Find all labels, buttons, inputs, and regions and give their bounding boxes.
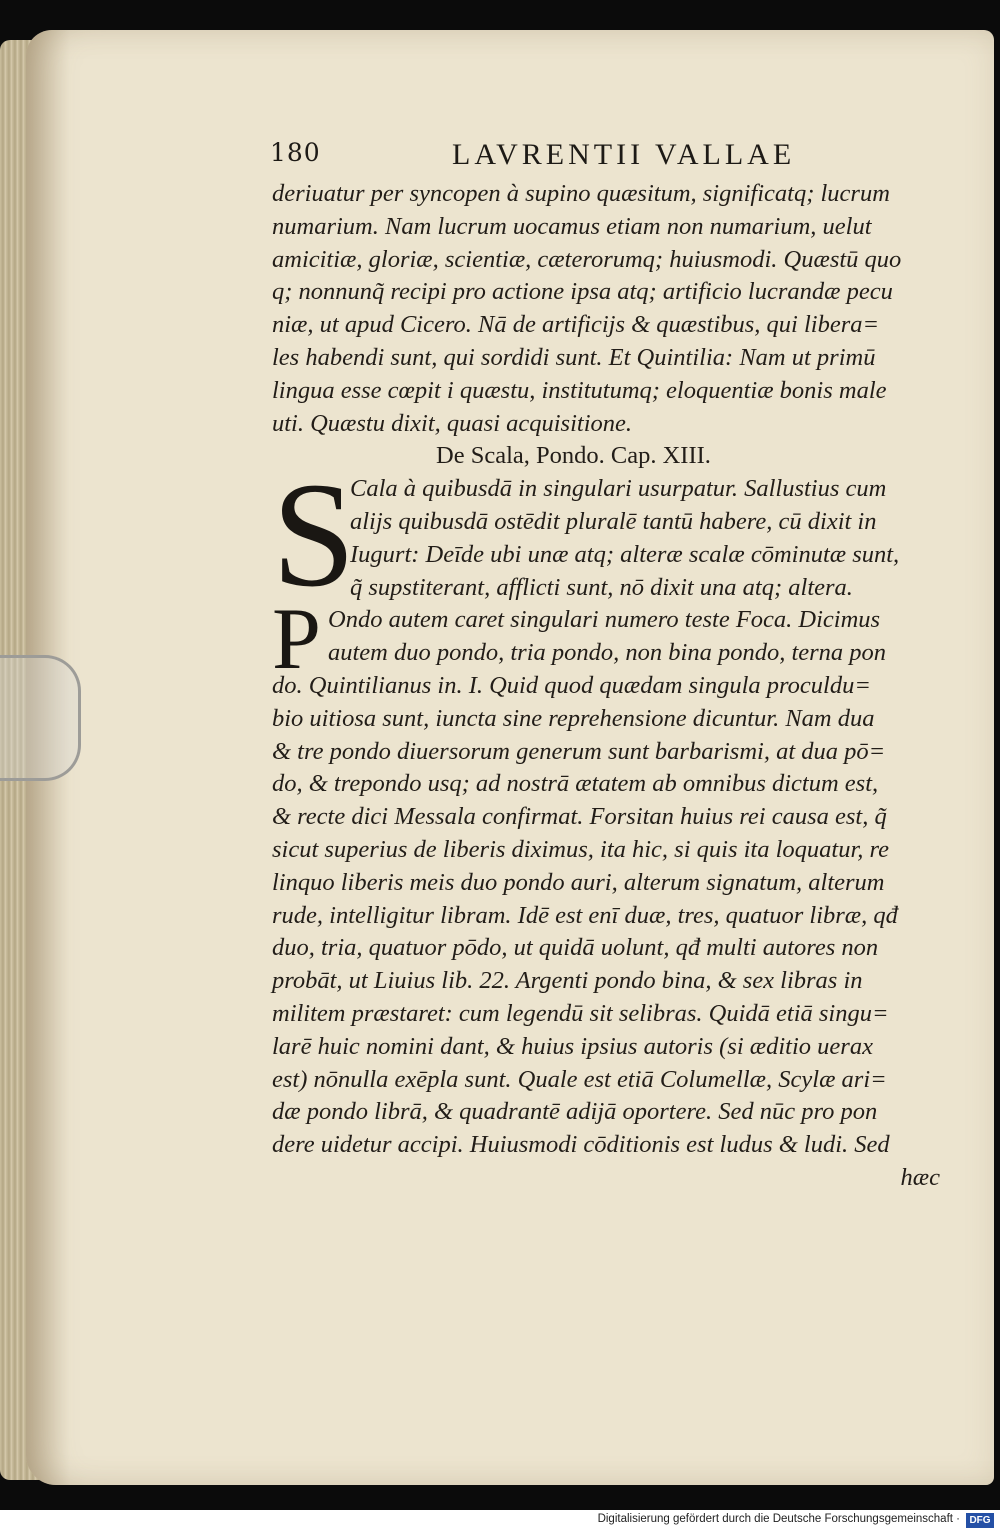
- text-line: lingua esse cœpit i quæstu, institutumq; eloquentiæ bonis male: [272, 376, 887, 404]
- drop-cap-p: P: [272, 591, 321, 689]
- text-line: Ondo autem caret singulari numero teste Foca. Dicimus: [328, 606, 881, 634]
- text-line: amicitiæ, gloriæ, scientiæ, cæterorumq; huiusmodi. Quæstū quo: [272, 245, 902, 273]
- paragraph-pondo: [272, 591, 940, 1162]
- text-line: bio uitiosa sunt, iuncta sine reprehensione dicuntur. Nam dua: [272, 704, 875, 732]
- text-line: do. Quintilianus in. I. Quid quod quædam singula proculdu=: [272, 671, 871, 699]
- text-line: q; nonnunq̃ recipi pro actione ipsa atq; artificio lucrandæ pecu: [272, 278, 893, 306]
- text-line: niæ, ut apud Cicero. Nā de artificijs & quæstibus, qui libera=: [272, 311, 880, 339]
- text-line: q̃ supstiterant, afflicti sunt, nō dixit una atq; altera.: [350, 573, 853, 601]
- text-line: probāt, ut Liuius lib. 22. Argenti pondo bina, & sex libras in: [272, 967, 863, 995]
- drop-cap-s: S: [272, 452, 356, 619]
- text-line: alijs quibusdā ostēdit pluralē tantū habere, cū dixit in: [350, 507, 877, 535]
- text-line: do, & trepondo usq; ad nostrā ætatem ab omnibus dictum est,: [272, 770, 879, 798]
- page-number: 180: [270, 138, 321, 167]
- dfg-logo-icon: DFG: [966, 1513, 994, 1528]
- text-line: Cala à quibusdā in singulari usurpatur. Sallustius cum: [350, 475, 887, 503]
- text-line: numarium. Nam lucrum uocamus etiam non numarium, uelut: [272, 212, 872, 240]
- text-line: duo, tria, quatuor pōdo, ut quidā uolunt, qđ multi autores non: [272, 934, 879, 962]
- page-clip: [0, 655, 81, 781]
- funding-credit: Digitalisierung gefördert durch die Deutsche Forschungsgemeinschaft ·: [597, 1513, 960, 1525]
- text-line: autem duo pondo, tria pondo, non bina pondo, terna pon: [328, 639, 887, 667]
- text-line: Iugurt: Deīde ubi unæ atq; alteræ scalæ cōminutæ sunt,: [350, 540, 900, 568]
- text-line: les habendi sunt, qui sordidi sunt. Et Quintilia: Nam ut primū: [272, 343, 876, 371]
- footer-bar: [0, 1510, 1000, 1531]
- text-line: militem præstaret: cum legendū sit selibras. Quidā etiā singu=: [272, 999, 889, 1027]
- text-line: & recte dici Messala confirmat. Forsitan huius rei causa est, q̃: [272, 803, 887, 831]
- text-line: uti. Quæstu dixit, quasi acquisitione.: [272, 409, 633, 437]
- page-header: [270, 138, 810, 174]
- page-text: [272, 178, 940, 1195]
- text-line: rude, intelligitur libram. Idē est enī duæ, tres, quatuor libræ, qđ: [272, 901, 898, 929]
- text-line: est) nōnulla exēpla sunt. Quale est etiā Columellæ, Scylæ ari=: [272, 1065, 887, 1093]
- text-line: dæ pondo librā, & quadrantē adijā oportere. Sed nūc pro pon: [272, 1098, 878, 1126]
- text-line: dere uidetur accipi. Huiusmodi cōditionis est ludus & ludi. Sed: [272, 1131, 890, 1159]
- text-line: deriuatur per syncopen à supino quæsitum, significatq; lucrum: [272, 180, 890, 207]
- text-line: sicut superius de liberis diximus, ita hic, si quis ita loquatur, re: [272, 835, 890, 863]
- running-title: LAVRENTII VALLAE: [452, 138, 796, 171]
- text-line: linquo liberis meis duo pondo auri, alterum signatum, alterum: [272, 868, 885, 896]
- text-line: & tre pondo diuersorum generum sunt barbarismi, at dua pō=: [272, 737, 886, 765]
- chapter-heading: De Scala, Pondo. Cap. XIII.: [436, 442, 711, 470]
- text-line: larē huic nomini dant, & huius ipsius autoris (si æditio uerax: [272, 1032, 873, 1060]
- catchword: hæc: [900, 1163, 940, 1191]
